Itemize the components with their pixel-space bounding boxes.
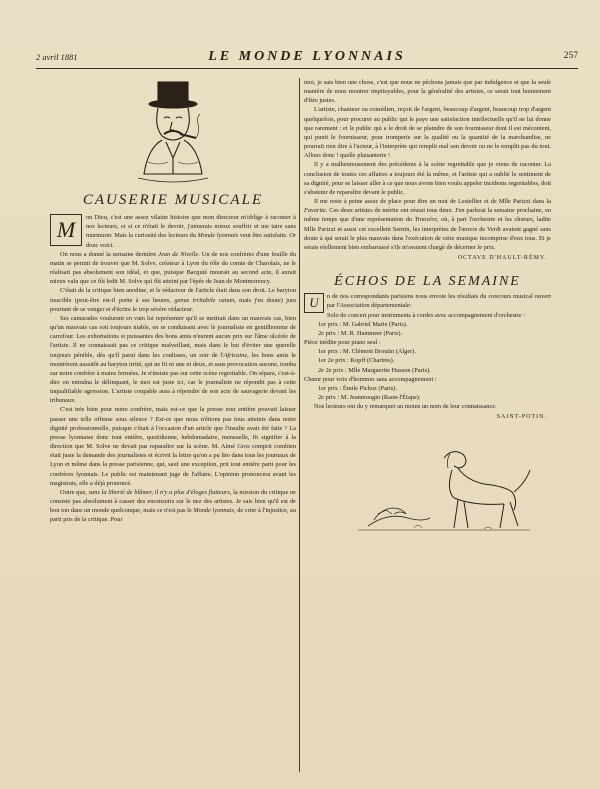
prize-category: Solo de concert pour instruments à cordes avec accompagnement d'orchestre :: [327, 311, 526, 319]
header-title: LE MONDE LYONNAIS: [208, 49, 406, 64]
article-paragraph: C'est très bien pour notre confrère, mais est-ce que la presse tout entière pouvait laisser passer une telle offense sous silence ? Est-ce que nous n'étions pas tous atteints dans notre dignité professionnelle, puisque c'était à l'occasion d'un article que l'insulte avait été faite ? La presse lyonnaise donc tout entière, quotidienne, hebdomadaire, mensuelle, fit signifier à la direction que M. Solve ne devait pas reparaître sur la scène. M. Aimé Gros comprit combien était juste la demande des journalistes et écrivit la lettre qu'on a pu lire dans tous les journaux de Lyon et même dans la presse parisienne, qui, sauf une exception, prit tout entière parti pour les confrères lyonnais. Le public est maintenant juge de l'affaire. L'opinion prononcera avant les magistrats, elle a déjà prononcé.: [50, 406, 296, 487]
prize-entry: 1er 2e prix : Kopff (Chartres).: [318, 357, 395, 365]
echos-closing: Nos lecteurs ont du y remarquer au moins un nom de leur connaissance.: [314, 403, 497, 411]
article-paragraph: On nous a donné la semaine dernière Jean de Nivelle. Un de nos confrères d'une feuille du matin se permit de trouver que M. Solve, créateur à Lyon du rôle du comte de Charolais, ne le réalisait pas absolument son idéal, et que, puisque Bacquié mourait au second acte, il aurait mieux valu que ce fût ledit M. Solve qui fût atteint par l'épée de Jean de Montmorency.: [50, 250, 297, 286]
header-page-number: 257: [563, 51, 578, 61]
article-paragraph: C'était de la critique bien anodine, et le rédacteur de l'article était dans son droit. Le baryton irascible (peut-être est-il poëte à ses heures, genus irritabile vatum, mais j'en doute) jura pourtant de se venger et d'écrire le trop sévère rédacteur.: [50, 287, 296, 313]
column-divider: [299, 78, 300, 772]
prize-entry: 1er prix : M. Gabriel Marie (Paris).: [318, 320, 408, 328]
article-paragraph: Outre que, sans la liberté de blâmer, il n'y a plus d'éloges flatteurs, la mission du critique ne consiste pas absolument à casser des encensoirs sur le nez des artistes. Je sais bien qu'il est de bon ton dans un monde quelconque, mais ce n'est pas le Monde lyonnais, de crier à l'injustice, au parti pris de la critique. Pour: [50, 488, 296, 524]
prize-entry: 1er prix : Émile Pichoz (Paris).: [318, 384, 397, 392]
causerie-title: CAUSERIE MUSICALE: [82, 192, 264, 208]
dropcap-m: M: [50, 214, 82, 246]
caricature-portrait-illustration: [128, 78, 218, 188]
prize-category: Chœur pour voix d'hommes sans accompagnement :: [304, 375, 437, 383]
article-paragraph: L'artiste, chanteur ou comédien, reçoit de l'argent, beaucoup d'argent, beaucoup trop d'argent quelquefois, pour procurer au public qui le paye une satisfaction intellectuelle qu'il ne lui donne que rarement : et le public qui a le droit de se plaindre de son fournisseur dont il est mécontent, qui punit le fournisseur, pour tromperie sur la qualité ou la quantité de la marchandise, ne pourrait rien dire à l'acteur, à l'interprète qui remplit mal son devoir ou ne le remplit pas du tout. Allons donc ! quelle plaisanterie !: [304, 106, 551, 160]
dropcap-u: U: [304, 293, 324, 313]
prize-entry: 1er prix : M. Clément Broutin (Alger).: [318, 348, 416, 356]
article-paragraph: moi, je sais bien une chose, c'est que nous ne péchons jamais que par indulgence et que la seule manière de nous montrer impitoyables, pour la généralité des artistes, ce serait tout bonnement d'être justes.: [304, 79, 551, 105]
prize-entry: 2e prix : M. Jeanmougin (Raon-l'Étape).: [318, 394, 421, 401]
prize-category: Pièce inédite pour piano seul :: [304, 339, 381, 347]
article-paragraph: Il y a malheureusement des précédents à la scène regrettable que je viens de raconter. La conclusion de toutes ces affaires a toujours été la même, et l'artiste qui a oublié le sentiment de sa dignité, pour se laisser aller à ce que nous avons bien voulu appeler incidents regrettables, doit s'abstenir de reparaître devant le public.: [304, 161, 551, 196]
echos-title: ÉCHOS DE LA SEMAINE: [334, 274, 521, 290]
prize-entry: 2e 2e prix : Mlle Marguerite Husson (Paris).: [318, 366, 431, 374]
echos-intro: U n de nos correspondants parisiens nous envoie les résultats du concours musical ouvert par l'Association départementale:: [304, 292, 551, 310]
echos-signature: SAINT-POTIN.: [496, 414, 547, 421]
header-date: 2 avril 1881: [36, 52, 78, 62]
page-header: [36, 50, 578, 69]
hunting-dog-illustration: [354, 430, 534, 535]
article-paragraph: Ses camarades voulurent en vain lui représenter qu'il se mettrait dans un mauvais cas, bien qu'un mauvais cas soit toujours niable, en se conduisant avec le journaliste en gentilhomme de carrefour. Les exhortations si puissantes des bons amis n'eurent aucun prix sur l'âme ulcérée de l'artiste. Il ne connaissait pas ce critique malveillant, mais dans le but d'éviter une querelle toujours pénible, dès qu'il parut dans les coulisses, un soir de l'Africaine, les bons amis le montrèrent aussitôt au baryton irrité, qui ne fit ni une ni deux, et sans provocation aucune, tomba sur notre confrère à mains fermées. Je n'insiste pas sur cette scène regrettable. On sépara, c'est-à-dire on entraîna le délinquant, le mot est juste ici, car le journaliste ne répondit pas à cette inqualifiable agression. L'artiste coupable aura à répondre de son acte de sauvagerie devant les tribunaux.: [50, 314, 296, 405]
left-column: [50, 78, 296, 524]
article-paragraph: M on Dieu, c'est une assez vilaine histoire que mon directeur m'oblige à raconter à nos lecteurs, et si ce n'était le devoir, j'aimerais mieux souffrir et me taire sans murmurer. Mais la curiosité des lecteurs du Monde lyonnais veut être satisfaite. Or donc voici.: [50, 213, 296, 250]
right-column: [304, 78, 551, 535]
article-paragraph: Il me reste à peine assez de place pour dire un mot de Lestellier et de Mlle Parizzi dans la Favorite. Ces deux artistes de mérite ont réussi tous deux. J'en parlerai la semaine prochaine, en même temps que d'une représentation du Trouvère, où, à part l'orchestre et les chœurs, ladite Mlle Parizzi et aussi cet excellent Sernin, les interprètes de l'œuvre de Verdi avaient gagné sans doute à qui serait le plus mauvais dans l'exécution de cette musique incomprise d'eux tous. Et je serais réellement bien embarrassé s'ils m'avaient chargé de décerner le prix.: [304, 198, 551, 251]
causerie-signature: OCTAVE D'HAULT-RÉMY.: [457, 254, 547, 261]
prize-entry: 2e prix : M. R. Hammeer (Paris).: [318, 329, 403, 337]
